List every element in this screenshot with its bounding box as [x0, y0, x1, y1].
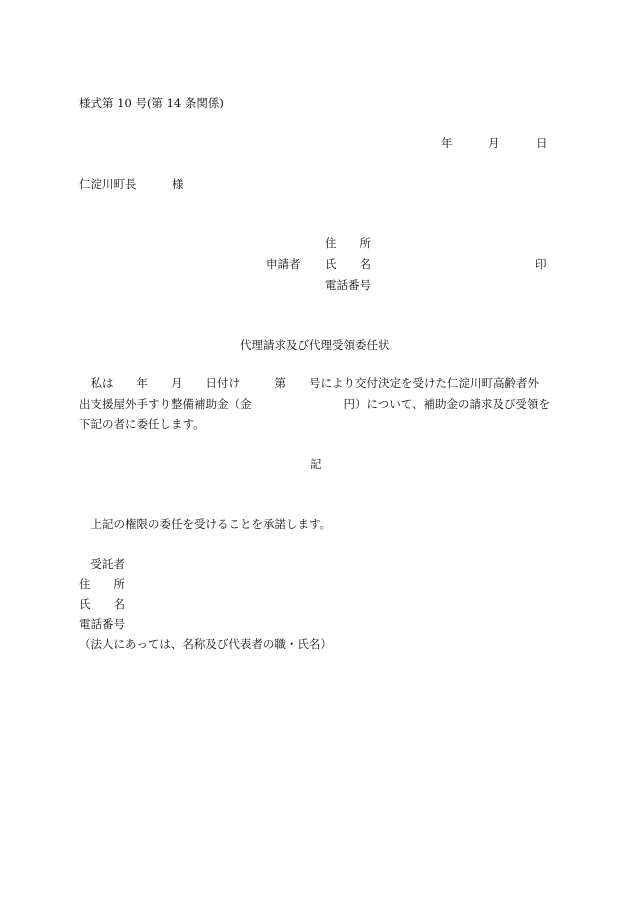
applicant-phone-label: 電話番号 [325, 278, 371, 292]
body-line-1: 私は 年 月 日付け 第 号により交付決定を受けた仁淀川町高齢者外 [79, 376, 539, 390]
body-line-3: 下記の者に委任します。 [79, 417, 205, 431]
trustee-name-label: 氏 名 [79, 597, 125, 611]
trustee-note: （法人にあっては、名称及び代表者の職・氏名） [79, 637, 332, 651]
trustee-address-label: 住 所 [79, 577, 125, 591]
acceptance-text: 上記の権限の委任を受けることを承諾します。 [79, 517, 332, 531]
addressee-honorific: 様 [172, 177, 184, 191]
trustee-heading: 受託者 [79, 557, 125, 571]
addressee-name: 仁淀川町長 [79, 177, 137, 191]
date-month: 月 [488, 136, 500, 150]
applicant-role-label: 申請者 [266, 257, 301, 271]
document-title: 代理請求及び代理受領委任状 [240, 338, 390, 352]
ki-heading: 記 [310, 457, 322, 471]
trustee-phone-label: 電話番号 [79, 617, 125, 631]
applicant-name-label: 氏 名 [325, 257, 371, 271]
body-line-2: 出支援屋外手すり整備補助金（金 円）について、補助金の請求及び受領を [79, 397, 551, 411]
applicant-address-label: 住 所 [325, 236, 371, 250]
date-year: 年 [441, 136, 453, 150]
form-number: 様式第 10 号(第 14 条関係) [79, 96, 224, 110]
date-day: 日 [536, 136, 548, 150]
seal-mark: 印 [535, 257, 547, 271]
